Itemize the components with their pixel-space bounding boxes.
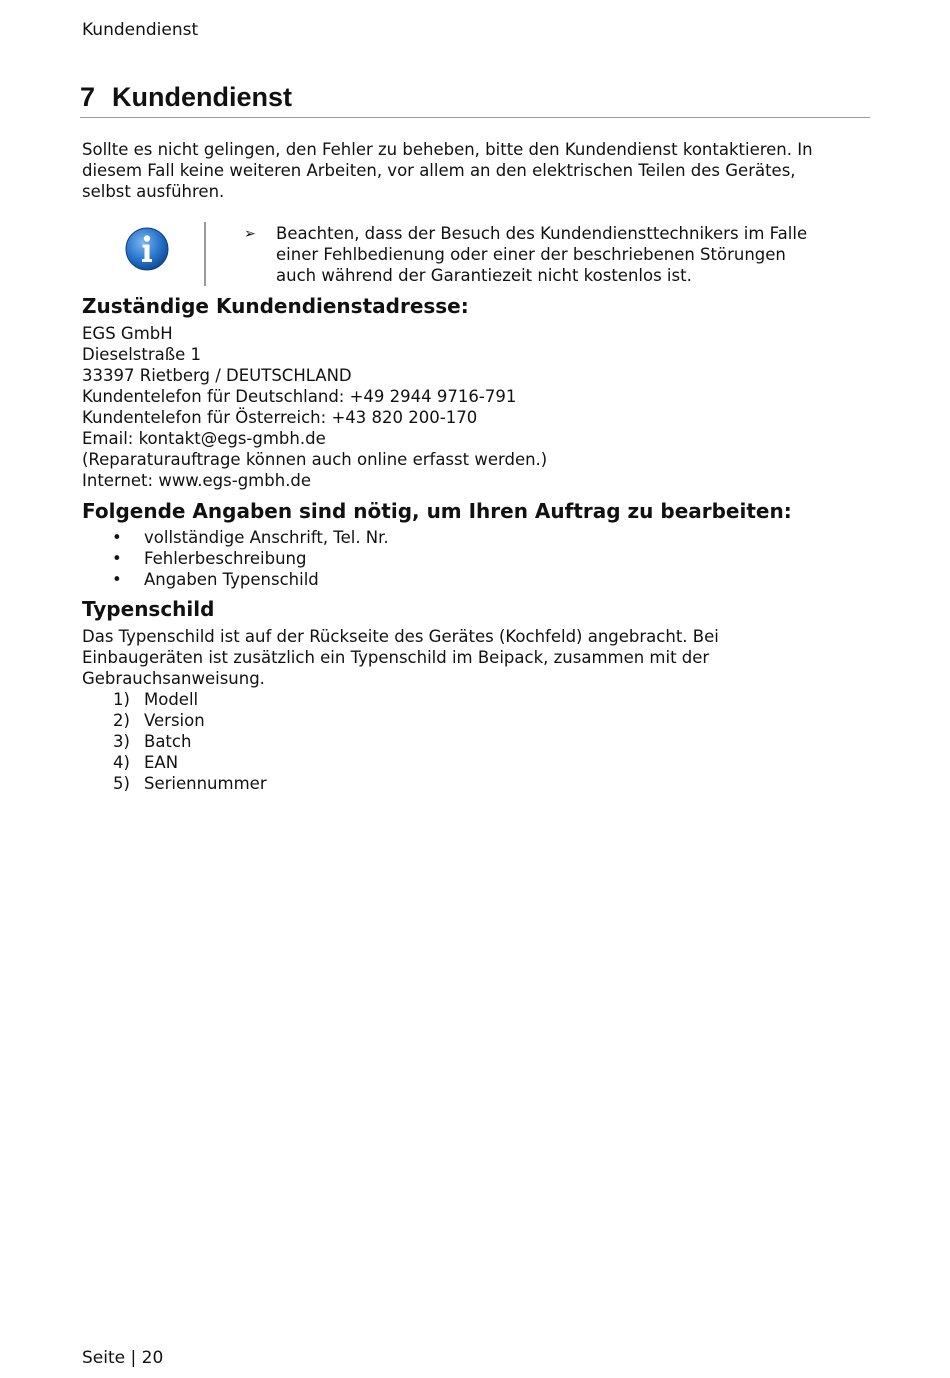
- type-plate-paragraph: [82, 626, 870, 689]
- address-block: [82, 323, 547, 491]
- list-number: 4): [113, 753, 130, 772]
- list-item-label: Batch: [144, 732, 192, 751]
- address-heading: Zuständige Kundendienstadresse:: [82, 294, 469, 318]
- page-footer: Seite | 20: [82, 1348, 164, 1368]
- notice-divider: [204, 222, 206, 286]
- bullet-icon: •: [112, 549, 122, 568]
- list-item-label: Seriennummer: [144, 774, 267, 793]
- type-plate-heading: Typenschild: [82, 597, 215, 621]
- bullet-icon: •: [112, 528, 122, 547]
- bullet-icon: •: [112, 570, 122, 589]
- list-item-label: Modell: [144, 690, 199, 709]
- list-item-label: Angaben Typenschild: [144, 570, 319, 589]
- street: Dieselstraße 1: [82, 345, 202, 364]
- intro-paragraph: [82, 139, 870, 202]
- chapter-number: 7: [80, 82, 96, 112]
- notice-text: [276, 223, 856, 286]
- email: Email: kontakt@egs-gmbh.de: [82, 429, 326, 448]
- list-number: 2): [113, 711, 130, 730]
- chapter-heading: [80, 82, 870, 118]
- list-item-label: vollständige Anschrift, Tel. Nr.: [144, 528, 389, 547]
- list-item-label: Version: [144, 711, 205, 730]
- type-plate-line: Das Typenschild ist auf der Rückseite des Gerätes (Kochfeld) angebracht. Bei: [82, 627, 719, 646]
- repair-note: (Reparaturauftrage können auch online erfasst werden.): [82, 450, 548, 469]
- phone-germany: Kundentelefon für Deutschland: +49 2944 9716-791: [82, 387, 517, 406]
- info-icon: [124, 226, 170, 272]
- website: Internet: www.egs-gmbh.de: [82, 471, 312, 490]
- list-item-label: Fehlerbeschreibung: [144, 549, 307, 568]
- notice-line: Beachten, dass der Besuch des Kundendiensttechnikers im Falle: [276, 224, 808, 243]
- required-info-heading: Folgende Angaben sind nötig, um Ihren Auftrag zu bearbeiten:: [82, 499, 792, 523]
- notice-box: [82, 220, 870, 290]
- intro-line: selbst ausführen.: [82, 182, 225, 201]
- notice-line: einer Fehlbedienung oder einer der beschriebenen Störungen: [276, 245, 786, 264]
- list-number: 5): [113, 774, 130, 793]
- intro-line: diesem Fall keine weiteren Arbeiten, vor allem an den elektrischen Teilen des Gerätes,: [82, 161, 796, 180]
- list-item-label: EAN: [144, 753, 179, 772]
- arrow-bullet-icon: ➢: [244, 226, 256, 242]
- running-header: Kundendienst: [82, 20, 199, 40]
- intro-line: Sollte es nicht gelingen, den Fehler zu beheben, bitte den Kundendienst kontaktieren. In: [82, 140, 813, 159]
- notice-line: auch während der Garantiezeit nicht kostenlos ist.: [276, 266, 692, 285]
- company-name: EGS GmbH: [82, 324, 173, 343]
- city: 33397 Rietberg / DEUTSCHLAND: [82, 366, 352, 385]
- list-number: 1): [113, 690, 130, 709]
- type-plate-line: Einbaugeräten ist zusätzlich ein Typenschild im Beipack, zusammen mit der: [82, 648, 710, 667]
- chapter-title: Kundendienst: [112, 82, 292, 112]
- type-plate-line: Gebrauchsanweisung.: [82, 669, 265, 688]
- list-number: 3): [113, 732, 130, 751]
- phone-austria: Kundentelefon für Österreich: +43 820 200-170: [82, 408, 478, 427]
